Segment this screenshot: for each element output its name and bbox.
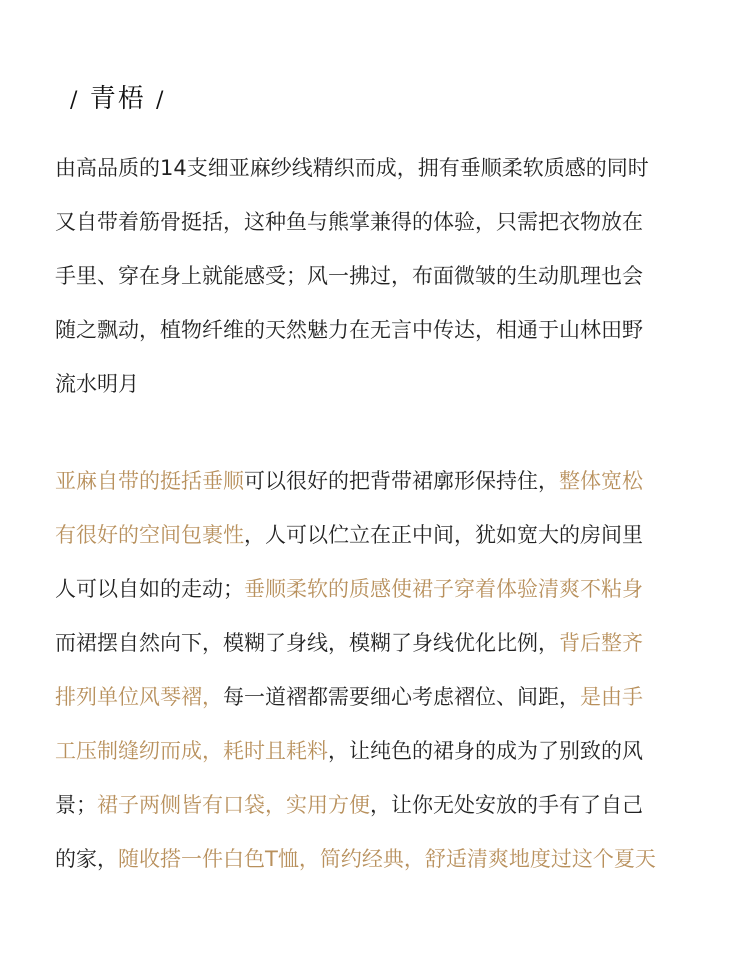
section-title	[70, 78, 165, 115]
highlight-text: 裙子两侧皆有口袋，实用方便	[97, 793, 370, 817]
title-slash-left: /	[70, 88, 80, 113]
paragraph-line	[55, 670, 715, 724]
body-text: 可以很好的把背带裙廓形保持住，	[244, 469, 559, 493]
body-text: 每一道褶都需要细心考虑褶位、间距，	[223, 685, 580, 709]
paragraph-features	[55, 454, 715, 886]
body-text: ，让你无处安放的手有了自己	[370, 793, 643, 817]
body-text: ，让纯色的裙身的成为了别致的风	[328, 739, 643, 763]
paragraph-line	[55, 724, 715, 778]
highlight-text: 垂顺柔软的质感使裙子穿着体验清爽不粘身	[244, 577, 643, 601]
highlight-text: 随收搭一件白色T恤，简约经典，舒适清爽地度过这个夏天	[118, 847, 656, 871]
paragraph-line	[55, 832, 715, 886]
highlight-text: 工压制缝纫而成，耗时且耗料	[55, 739, 328, 763]
highlight-text: 整体宽松	[559, 469, 643, 493]
paragraph-line: 随之飘动，植物纤维的天然魅力在无言中传达，相通于山林田野	[55, 318, 643, 342]
title-text: 青梧	[89, 84, 146, 114]
body-text: ，人可以伫立在正中间，犹如宽大的房间里	[244, 523, 643, 547]
paragraph-line: 由高品质的14支细亚麻纱线精织而成，拥有垂顺柔软质感的同时	[55, 156, 649, 180]
paragraph-line	[55, 616, 715, 670]
highlight-text: 亚麻自带的挺括垂顺	[55, 469, 244, 493]
body-text: 景；	[55, 793, 97, 817]
body-text: 的家，	[55, 847, 118, 871]
highlight-text: 背后整齐	[559, 631, 643, 655]
paragraph-line: 又自带着筋骨挺括，这种鱼与熊掌兼得的体验，只需把衣物放在	[55, 210, 643, 234]
highlight-text: 有很好的空间包裹性	[55, 523, 244, 547]
paragraph-line	[55, 778, 715, 832]
paragraph-line	[55, 454, 715, 508]
paragraph-intro	[55, 141, 715, 411]
paragraph-line	[55, 562, 715, 616]
paragraph-line: 流水明月	[55, 372, 139, 396]
title-slash-right: /	[155, 88, 166, 113]
highlight-text: 排列单位风琴褶，	[55, 685, 223, 709]
highlight-text: 是由手	[580, 685, 643, 709]
body-text: 人可以自如的走动；	[55, 577, 244, 601]
paragraph-line: 手里、穿在身上就能感受；风一拂过，布面微皱的生动肌理也会	[55, 264, 643, 288]
body-text: 而裙摆自然向下，模糊了身线，模糊了身线优化比例，	[55, 631, 559, 655]
paragraph-line	[55, 508, 715, 562]
